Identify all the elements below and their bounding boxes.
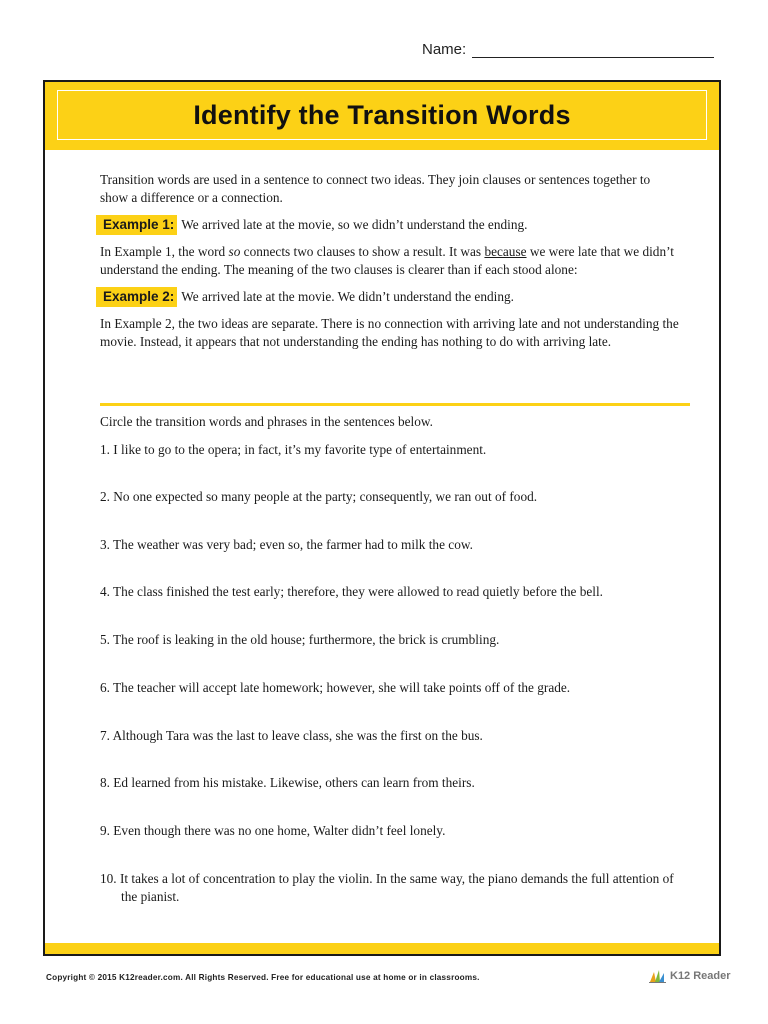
- explanation-text-a: In Example 1, the word: [100, 244, 229, 259]
- exercise-item-9: 9. Even though there was no one home, Walter didn’t feel lonely.: [100, 823, 446, 838]
- name-line[interactable]: [472, 41, 714, 58]
- title-box: [57, 90, 707, 140]
- name-field-row: [422, 41, 714, 58]
- exercise-item-3: 3. The weather was very bad; even so, the farmer had to milk the cow.: [100, 537, 473, 552]
- intro-section: [100, 171, 680, 359]
- explanation-paragraph-2: In Example 2, the two ideas are separate. There is no connection with arriving late and not understanding the movie. Instead, it appears that not understanding the ending has nothing to do with arriving late.: [100, 316, 679, 349]
- worksheet-frame: [43, 80, 721, 956]
- bottom-accent-bar: [45, 943, 719, 954]
- exercise-item-8: 8. Ed learned from his mistake. Likewise, others can learn from theirs.: [100, 775, 475, 790]
- example-2-text: We arrived late at the movie. We didn’t understand the ending.: [181, 289, 514, 304]
- page-title: Identify the Transition Words: [193, 99, 571, 130]
- exercise-item-7: 7. Although Tara was the last to leave class, she was the first on the bus.: [100, 728, 483, 743]
- example-1-text: We arrived late at the movie, so we didn’t understand the ending.: [181, 217, 528, 232]
- logo-text: K12 Reader: [670, 970, 731, 982]
- keyword-because: because: [484, 244, 527, 259]
- exercise-item-1: 1. I like to go to the opera; in fact, it’s my favorite type of entertainment.: [100, 442, 487, 457]
- example-1-label: Example 1:: [96, 215, 177, 235]
- exercise-item-10: 10. It takes a lot of concentration to play the violin. In the same way, the piano demands the full attention of the pianist.: [100, 871, 674, 904]
- explanation-paragraph-1: [100, 243, 680, 279]
- title-band: [45, 82, 719, 150]
- explanation-text-b: connects two clauses to show a result. It was: [240, 244, 485, 259]
- exercise-item-5: 5. The roof is leaking in the old house; furthermore, the brick is crumbling.: [100, 632, 500, 647]
- section-divider: [100, 403, 690, 406]
- example-2-label: Example 2:: [96, 287, 177, 307]
- name-label: Name:: [422, 41, 467, 58]
- exercise-section: [100, 413, 690, 904]
- exercise-item-4: 4. The class finished the test early; therefore, they were allowed to read quietly before the bell.: [100, 584, 603, 599]
- example-2: [100, 287, 680, 307]
- example-1: [100, 215, 680, 235]
- explanation-text-c: we were late that we didn’t understand the ending. The meaning of the two clauses is clearer than if each stood alone:: [100, 244, 674, 277]
- exercise-instruction: Circle the transition words and phrases in the sentences below.: [100, 414, 433, 429]
- book-leaf-icon: [648, 968, 668, 984]
- exercise-item-2: 2. No one expected so many people at the party; consequently, we ran out of food.: [100, 489, 538, 504]
- k12reader-logo: [648, 968, 731, 984]
- copyright-footer: Copyright © 2015 K12reader.com. All Rights Reserved. Free for educational use at home or in classrooms.: [46, 973, 480, 982]
- exercise-item-6: 6. The teacher will accept late homework; however, she will take points off of the grade.: [100, 680, 571, 695]
- keyword-so: so: [228, 244, 241, 259]
- intro-paragraph: Transition words are used in a sentence to connect two ideas. They join clauses or sentences together to show a difference or a connection.: [100, 172, 651, 205]
